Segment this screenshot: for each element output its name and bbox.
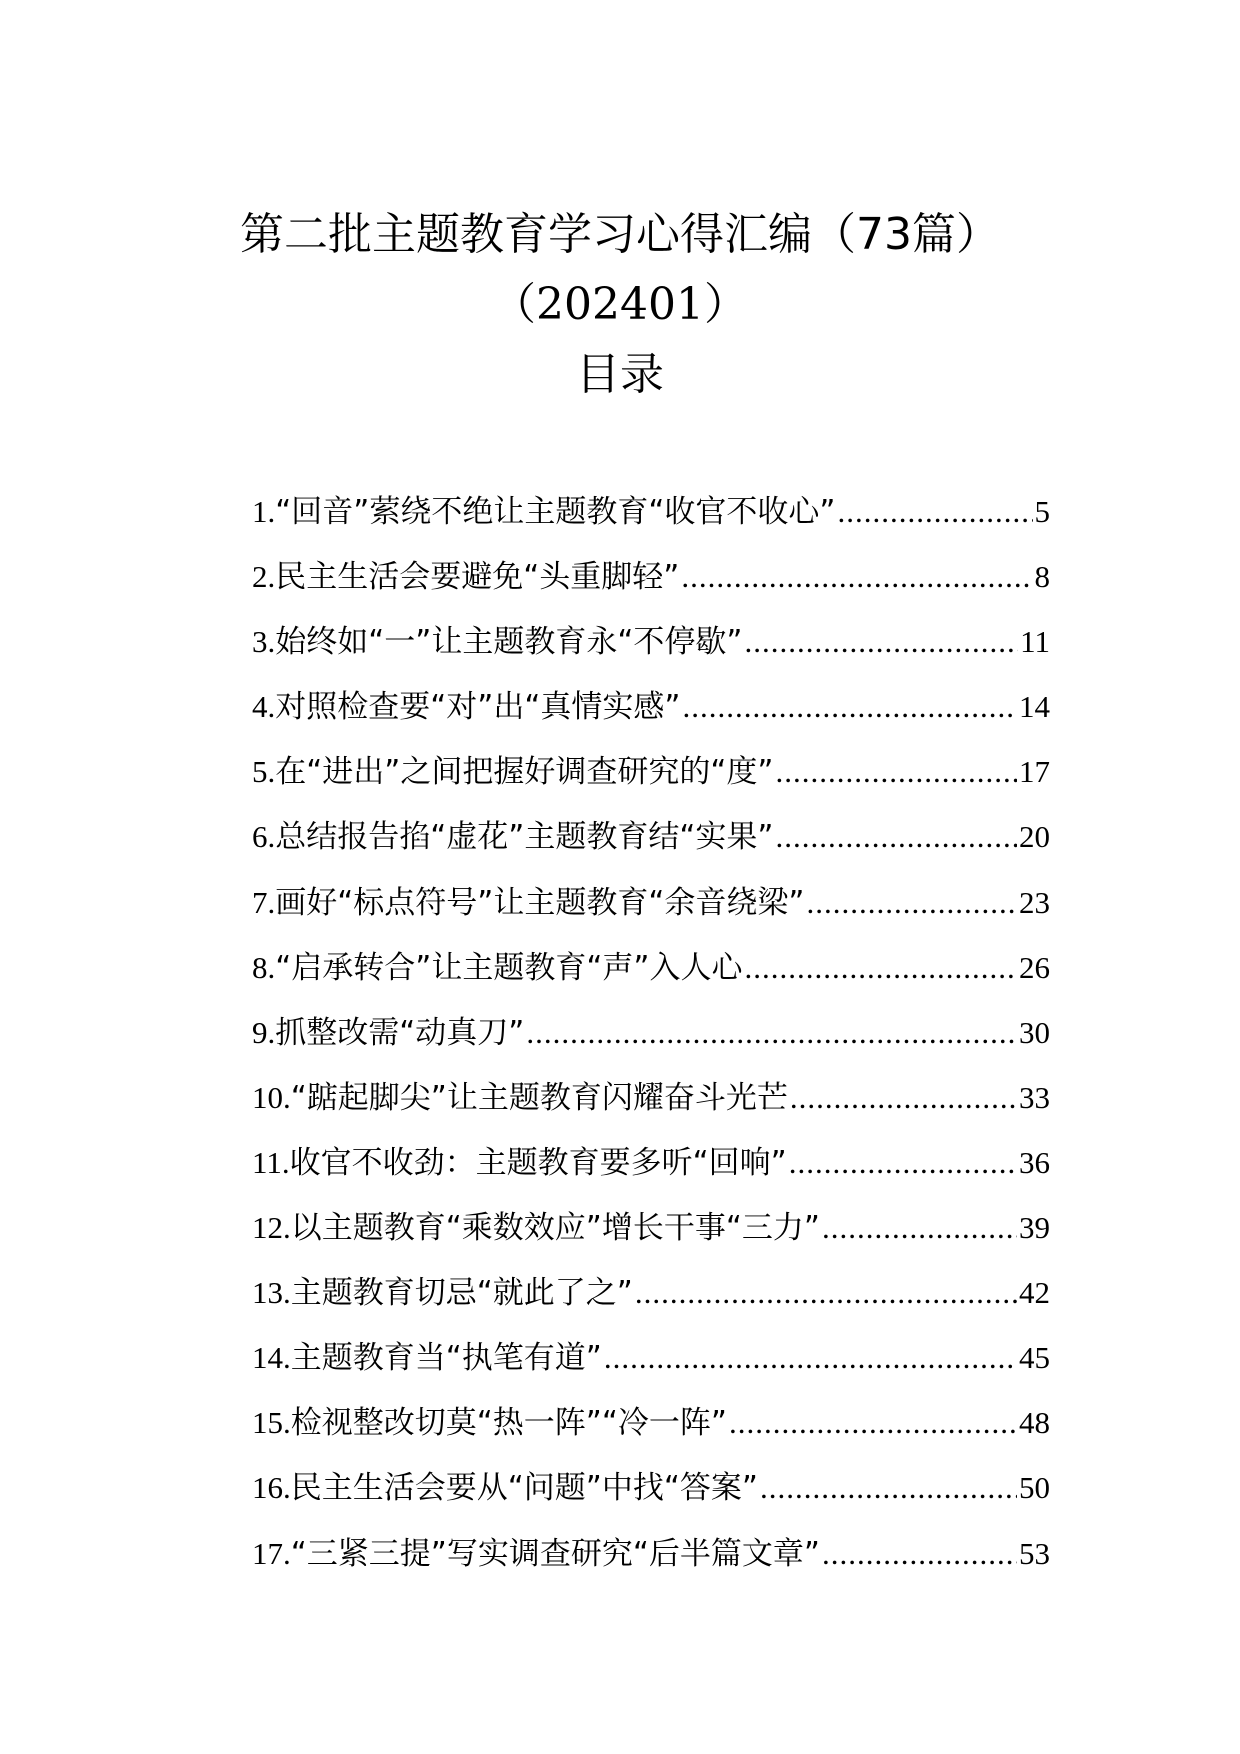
- toc-leader-dots: [822, 1210, 1017, 1246]
- toc-title: 检视整改切莫“热一阵”“冷一阵”: [290, 1405, 727, 1442]
- toc-page-number: 50: [1019, 1470, 1050, 1506]
- toc-page-number: 48: [1019, 1405, 1050, 1441]
- toc-leader-dots: [776, 754, 1018, 790]
- toc-entry[interactable]: [252, 1462, 1050, 1527]
- toc-entry[interactable]: [252, 1007, 1050, 1072]
- toc-number: 11.: [252, 1144, 290, 1180]
- document-title: 第二批主题教育学习心得汇编（73篇）: [240, 209, 1000, 260]
- toc-page-number: 11: [1020, 624, 1050, 660]
- title-block: [0, 200, 1240, 410]
- toc-entry[interactable]: [252, 877, 1050, 942]
- toc-entry[interactable]: [252, 811, 1050, 876]
- toc-leader-dots: [604, 1340, 1017, 1376]
- toc-page-number: 42: [1019, 1275, 1050, 1311]
- toc-number: 3.: [252, 624, 276, 660]
- toc-entry[interactable]: [252, 1072, 1050, 1137]
- toc-leader-dots: [681, 559, 1032, 595]
- toc-title: 主题教育切忌“就此了之”: [290, 1275, 633, 1312]
- toc-number: 1.: [252, 494, 276, 529]
- toc-entry[interactable]: [252, 551, 1050, 616]
- toc-leader-dots: [729, 1405, 1017, 1441]
- toc-entry[interactable]: [252, 486, 1050, 551]
- table-of-contents: [252, 486, 1050, 1593]
- document-date: （202401）: [492, 279, 748, 330]
- toc-page-number: 39: [1019, 1210, 1050, 1246]
- toc-page-number: 8: [1034, 559, 1050, 595]
- toc-heading: 目录: [576, 349, 664, 400]
- toc-leader-dots: [790, 1080, 1017, 1116]
- toc-entry[interactable]: [252, 1137, 1050, 1202]
- toc-page-number: 33: [1019, 1079, 1050, 1115]
- toc-leader-dots: [745, 950, 1018, 986]
- toc-title: 总结报告掐“虚花”主题教育结“实果”: [275, 819, 774, 856]
- toc-title: 民主生活会要避免“头重脚轻”: [275, 559, 680, 596]
- toc-page-number: 45: [1019, 1340, 1050, 1376]
- toc-entry[interactable]: [252, 746, 1050, 811]
- toc-title: 始终如“一”让主题教育永“不停歇”: [275, 624, 743, 661]
- toc-page-number: 5: [1034, 494, 1050, 529]
- toc-leader-dots: [789, 1145, 1017, 1181]
- toc-entry[interactable]: [252, 1202, 1050, 1267]
- toc-number: 17.: [252, 1535, 291, 1571]
- toc-entry[interactable]: [252, 1397, 1050, 1462]
- toc-number: 14.: [252, 1340, 291, 1376]
- toc-page-number: 20: [1019, 819, 1050, 855]
- toc-number: 4.: [252, 689, 276, 725]
- toc-title: “三紧三提”写实调查研究“后半篇文章”: [290, 1535, 820, 1572]
- toc-number: 9.: [252, 1014, 276, 1050]
- toc-leader-dots: [822, 1536, 1017, 1572]
- toc-page-number: 17: [1019, 754, 1050, 790]
- toc-number: 15.: [252, 1405, 291, 1441]
- toc-title: 画好“标点符号”让主题教育“余音绕梁”: [275, 884, 805, 921]
- toc-number: 12.: [252, 1210, 291, 1246]
- toc-entry[interactable]: [252, 1267, 1050, 1332]
- toc-leader-dots: [838, 494, 1033, 530]
- toc-page-number: 14: [1019, 689, 1050, 725]
- toc-entry[interactable]: [252, 681, 1050, 746]
- toc-entry[interactable]: [252, 616, 1050, 681]
- toc-number: 5.: [252, 754, 276, 790]
- toc-title: 对照检查要“对”出“真情实感”: [275, 689, 681, 726]
- toc-entry[interactable]: [252, 1332, 1050, 1397]
- toc-page-number: 36: [1019, 1144, 1050, 1180]
- toc-leader-dots: [776, 819, 1018, 855]
- toc-title: 民主生活会要从“问题”中找“答案”: [290, 1470, 758, 1507]
- toc-leader-dots: [635, 1275, 1017, 1311]
- toc-leader-dots: [807, 885, 1018, 921]
- toc-title: 主题教育当“执笔有道”: [290, 1340, 602, 1377]
- toc-leader-dots: [683, 689, 1018, 725]
- toc-title: “踮起脚尖”让主题教育闪耀奋斗光芒: [290, 1079, 788, 1116]
- toc-number: 8.: [252, 949, 276, 985]
- toc-number: 13.: [252, 1275, 291, 1311]
- toc-title: 在“进出”之间把握好调查研究的“度”: [275, 754, 774, 791]
- toc-number: 2.: [252, 559, 276, 595]
- toc-leader-dots: [745, 624, 1019, 660]
- toc-entry[interactable]: [252, 1528, 1050, 1593]
- toc-title: “回音”萦绕不绝让主题教育“收官不收心”: [275, 494, 836, 530]
- toc-leader-dots: [526, 1015, 1017, 1051]
- toc-page-number: 53: [1019, 1535, 1050, 1571]
- toc-page-number: 26: [1019, 949, 1050, 985]
- toc-leader-dots: [760, 1470, 1017, 1506]
- toc-page-number: 30: [1019, 1014, 1050, 1050]
- toc-number: 7.: [252, 884, 276, 920]
- toc-page-number: 23: [1019, 884, 1050, 920]
- toc-title: 以主题教育“乘数效应”增长干事“三力”: [290, 1210, 820, 1247]
- toc-title: 抓整改需“动真刀”: [275, 1014, 525, 1051]
- toc-number: 6.: [252, 819, 276, 855]
- toc-title: “启承转合”让主题教育“声”入人心: [275, 949, 743, 986]
- toc-number: 10.: [252, 1079, 291, 1115]
- toc-number: 16.: [252, 1470, 291, 1506]
- toc-title: 收官不收劲：主题教育要多听“回响”: [289, 1144, 787, 1181]
- toc-entry[interactable]: [252, 942, 1050, 1007]
